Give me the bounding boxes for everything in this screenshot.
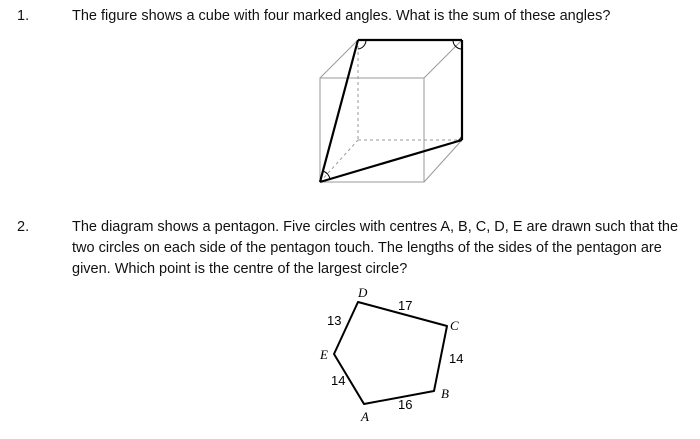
problem-2-line-1: The diagram shows a pentagon. Five circles with centres A, B, C, D, E are drawn such that the [72, 219, 679, 235]
vertex-label-c: C [450, 318, 459, 333]
problem-1-text: The figure shows a cube with four marked angles. What is the sum of these angles? [72, 8, 611, 24]
problem-2-number: 2. [17, 219, 30, 235]
side-length-cb: 14 [449, 351, 464, 366]
side-length-ba: 16 [398, 397, 413, 412]
problem-2-line-3: given. Which point is the centre of the largest circle? [72, 261, 408, 277]
side-length-ae: 14 [331, 373, 346, 388]
vertex-label-a: A [361, 409, 369, 424]
side-length-ed: 13 [327, 313, 342, 328]
vertex-label-e: E [320, 347, 328, 362]
side-length-dc: 17 [398, 298, 413, 313]
problem-1-number: 1. [17, 8, 30, 24]
problem-2-line-2: two circles on each side of the pentagon touch. The lengths of the sides of the pentagon are [72, 240, 662, 256]
pentagon-shape [334, 302, 447, 404]
vertex-label-d: D [358, 285, 368, 300]
vertex-label-b: B [441, 386, 449, 401]
